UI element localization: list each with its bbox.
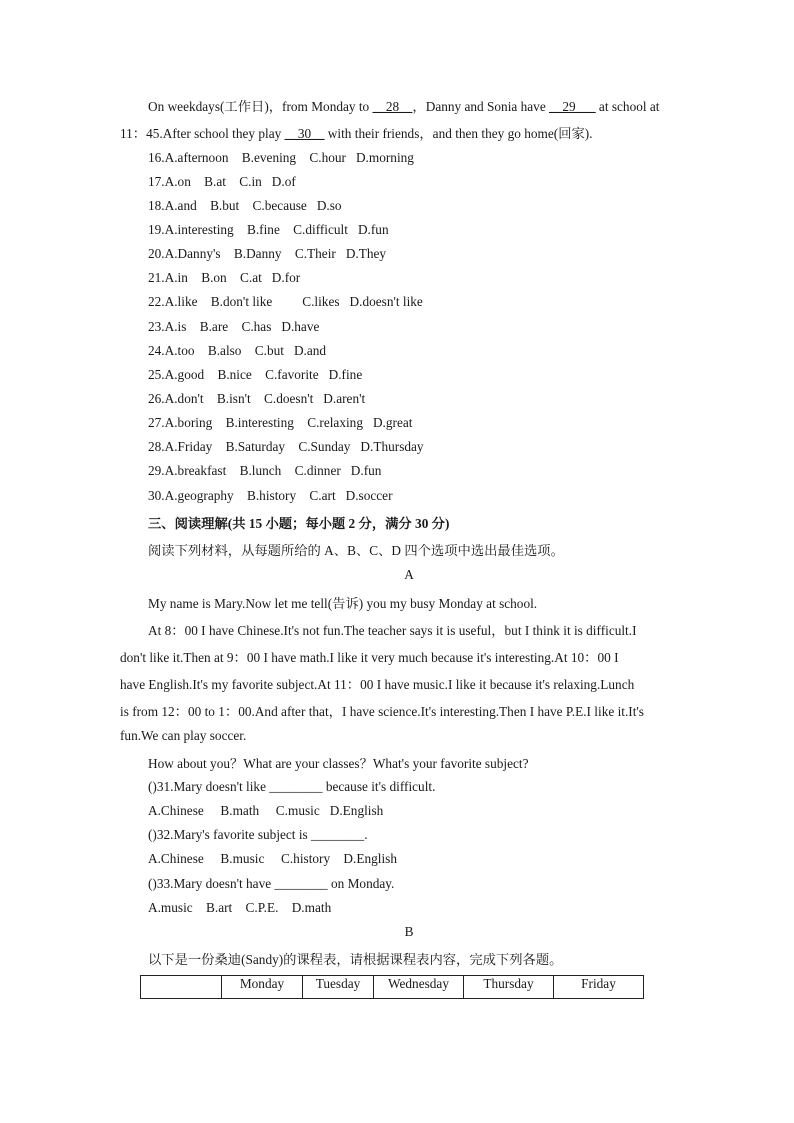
option-a[interactable]: A.Friday — [164, 439, 213, 454]
option-c[interactable]: C.music — [275, 803, 320, 818]
option-d[interactable]: D.English — [329, 803, 384, 818]
option-b[interactable]: B.music — [220, 851, 265, 866]
option-d[interactable]: D.great — [372, 415, 413, 430]
option-a[interactable]: A.breakfast — [164, 463, 227, 478]
option-b[interactable]: B.also — [207, 343, 242, 358]
option-d[interactable]: D.fun — [357, 222, 389, 237]
option-c[interactable]: C.but — [254, 343, 284, 358]
passage-a-last-line: fun.We can play soccer. — [120, 728, 247, 743]
option-a[interactable]: A.Danny's — [164, 246, 221, 261]
option-d[interactable]: D.fine — [328, 367, 363, 382]
option-b[interactable]: B.are — [199, 319, 229, 334]
option-d[interactable]: D.math — [291, 900, 332, 915]
option-row: 26.A.don't B.isn't C.doesn't D.aren't — [148, 391, 366, 406]
option-d[interactable]: D.doesn't like — [349, 294, 423, 309]
option-row: 21.A.in B.on C.at D.for — [148, 270, 301, 285]
option-row: 29.A.breakfast B.lunch C.dinner D.fun — [148, 463, 382, 478]
cloze-text: at school at — [595, 99, 660, 114]
option-d[interactable]: D.fun — [350, 463, 382, 478]
option-c[interactable]: C.history — [280, 851, 331, 866]
passage-a-closing: How about you？What are your classes？What's your favorite subject? — [148, 756, 529, 771]
option-b[interactable]: B.but — [210, 198, 240, 213]
passage-a-line: is from 12：00 to 1：00.And after that，I have science.It's interesting.Then I have P.E.I like it.It's — [120, 704, 644, 719]
option-b[interactable]: B.don't like — [210, 294, 273, 309]
option-b[interactable]: B.fine — [246, 222, 280, 237]
question-options — [148, 851, 397, 867]
option-d[interactable]: D.have — [281, 319, 320, 334]
passage-a-line: At 8：00 I have Chinese.It's not fun.The teacher says it is useful，but I think it is difficult.I — [148, 623, 637, 638]
option-c[interactable]: C.has — [241, 319, 272, 334]
option-c[interactable]: C.relaxing — [307, 415, 363, 430]
option-a[interactable]: A.music — [148, 900, 193, 915]
option-a[interactable]: A.boring — [164, 415, 213, 430]
option-c[interactable]: C.Their — [294, 246, 336, 261]
option-a[interactable]: A.interesting — [164, 222, 234, 237]
table-header-cell: Wednesday — [374, 976, 464, 999]
option-d[interactable]: D.English — [343, 851, 397, 866]
option-b[interactable]: B.math — [220, 803, 260, 818]
table-header-cell: Monday — [222, 976, 303, 999]
blank-28: __28__ — [372, 99, 413, 114]
option-c[interactable]: C.difficult — [293, 222, 348, 237]
passage-b-intro: 以下是一份桑迪(Sandy)的课程表，请根据课程表内容，完成下列各题。 — [148, 952, 563, 967]
option-b[interactable]: B.lunch — [239, 463, 282, 478]
option-row: 24.A.too B.also C.but D.and — [148, 343, 327, 358]
blank-29: __29___ — [549, 99, 596, 114]
option-a[interactable]: A.in — [164, 270, 188, 285]
option-row: 18.A.and B.but C.because D.so — [148, 198, 342, 213]
option-row: 22.A.like B.don't like C.likes D.doesn't like — [148, 294, 423, 309]
option-b[interactable]: B.art — [206, 900, 233, 915]
option-c[interactable]: C.at — [240, 270, 262, 285]
option-row: 16.A.afternoon B.evening C.hour D.morning — [148, 150, 414, 165]
option-d[interactable]: D.morning — [355, 150, 414, 165]
option-c[interactable]: C.doesn't — [264, 391, 314, 406]
question-options — [148, 803, 383, 819]
option-row: 27.A.boring B.interesting C.relaxing D.great — [148, 415, 413, 430]
option-row: 25.A.good B.nice C.favorite D.fine — [148, 367, 363, 382]
option-b[interactable]: B.evening — [241, 150, 297, 165]
passage-a-line: don't like it.Then at 9：00 I have math.I like it very much because it's interesting.At 10：00 I — [120, 650, 619, 665]
cloze-text: ，Danny and Sonia have — [412, 99, 550, 114]
passage-a-line: have English.It's my favorite subject.At 11：00 I have music.I like it because it's relaxing.Lunch — [120, 677, 635, 692]
cloze-text: On weekdays(工作日)，from Monday to — [148, 99, 373, 114]
option-a[interactable]: A.Chinese — [148, 803, 204, 818]
option-b[interactable]: B.Danny — [233, 246, 282, 261]
cloze-line-1 — [148, 96, 660, 115]
option-row: 20.A.Danny's B.Danny C.Their D.They — [148, 246, 387, 261]
option-row: 30.A.geography B.history C.art D.soccer — [148, 488, 393, 503]
section-instruction: 阅读下列材料，从每题所给的 A、B、C、D 四个选项中选出最佳选项。 — [148, 543, 564, 558]
option-a[interactable]: A.on — [164, 174, 191, 189]
option-row: 23.A.is B.are C.has D.have — [148, 319, 320, 334]
schedule-table — [140, 975, 644, 999]
option-b[interactable]: B.on — [201, 270, 227, 285]
option-row: 28.A.Friday B.Saturday C.Sunday D.Thursday — [148, 439, 424, 454]
passage-a-intro: My name is Mary.Now let me tell(告诉) you my busy Monday at school. — [148, 596, 538, 611]
option-c[interactable]: C.art — [309, 488, 336, 503]
option-b[interactable]: B.history — [246, 488, 297, 503]
section-heading: 三、阅读理解(共 15 小题；每小题 2 分，满分 30 分) — [148, 516, 450, 531]
blank-30: __30__ — [284, 126, 325, 141]
option-a[interactable]: A.Chinese — [148, 851, 204, 866]
option-d[interactable]: D.for — [271, 270, 301, 285]
option-a[interactable]: A.good — [164, 367, 205, 382]
question-31: ()31.Mary doesn't like ________ because it's difficult. — [148, 779, 436, 794]
option-c[interactable]: C.dinner — [294, 463, 341, 478]
table-header-cell: Tuesday — [303, 976, 374, 999]
question-32: ()32.Mary's favorite subject is ________. — [148, 827, 368, 842]
option-row: 17.A.on B.at C.in D.of — [148, 174, 296, 189]
option-d[interactable]: D.so — [316, 198, 342, 213]
option-c[interactable]: C.P.E. — [245, 900, 279, 915]
cloze-line-2 — [120, 123, 593, 142]
option-b[interactable]: B.Saturday — [225, 439, 286, 454]
option-d[interactable]: D.They — [345, 246, 387, 261]
option-c[interactable]: C.likes — [302, 294, 340, 309]
option-a[interactable]: A.too — [164, 343, 195, 358]
option-a[interactable]: A.don't — [164, 391, 204, 406]
table-header-cell: Thursday — [464, 976, 554, 999]
option-a[interactable]: A.afternoon — [164, 150, 229, 165]
option-b[interactable]: B.at — [204, 174, 226, 189]
option-a[interactable]: A.geography — [164, 488, 234, 503]
option-b[interactable]: B.interesting — [225, 415, 294, 430]
table-header-cell: Friday — [554, 976, 644, 999]
option-d[interactable]: D.and — [293, 343, 327, 358]
option-d[interactable]: D.soccer — [345, 488, 393, 503]
cloze-text: with their friends，and then they go home(回家). — [324, 126, 593, 141]
option-d[interactable]: D.of — [271, 174, 296, 189]
passage-label-a: A — [404, 567, 414, 582]
option-d[interactable]: D.aren't — [323, 391, 366, 406]
question-33: ()33.Mary doesn't have ________ on Monday. — [148, 876, 395, 891]
option-a[interactable]: A.like — [164, 294, 198, 309]
option-c[interactable]: C.in — [239, 174, 262, 189]
option-c[interactable]: C.favorite — [265, 367, 319, 382]
option-row: 19.A.interesting B.fine C.difficult D.fun — [148, 222, 389, 237]
option-d[interactable]: D.Thursday — [360, 439, 424, 454]
option-a[interactable]: A.and — [164, 198, 197, 213]
option-c[interactable]: C.hour — [309, 150, 346, 165]
option-c[interactable]: C.Sunday — [298, 439, 351, 454]
option-b[interactable]: B.nice — [217, 367, 252, 382]
option-c[interactable]: C.because — [252, 198, 307, 213]
passage-label-b: B — [404, 924, 414, 939]
table-header-row — [141, 976, 644, 999]
option-a[interactable]: A.is — [164, 319, 187, 334]
question-options — [148, 900, 331, 916]
table-header-cell — [141, 976, 222, 999]
cloze-text: 11：45.After school they play — [120, 126, 285, 141]
option-b[interactable]: B.isn't — [216, 391, 251, 406]
